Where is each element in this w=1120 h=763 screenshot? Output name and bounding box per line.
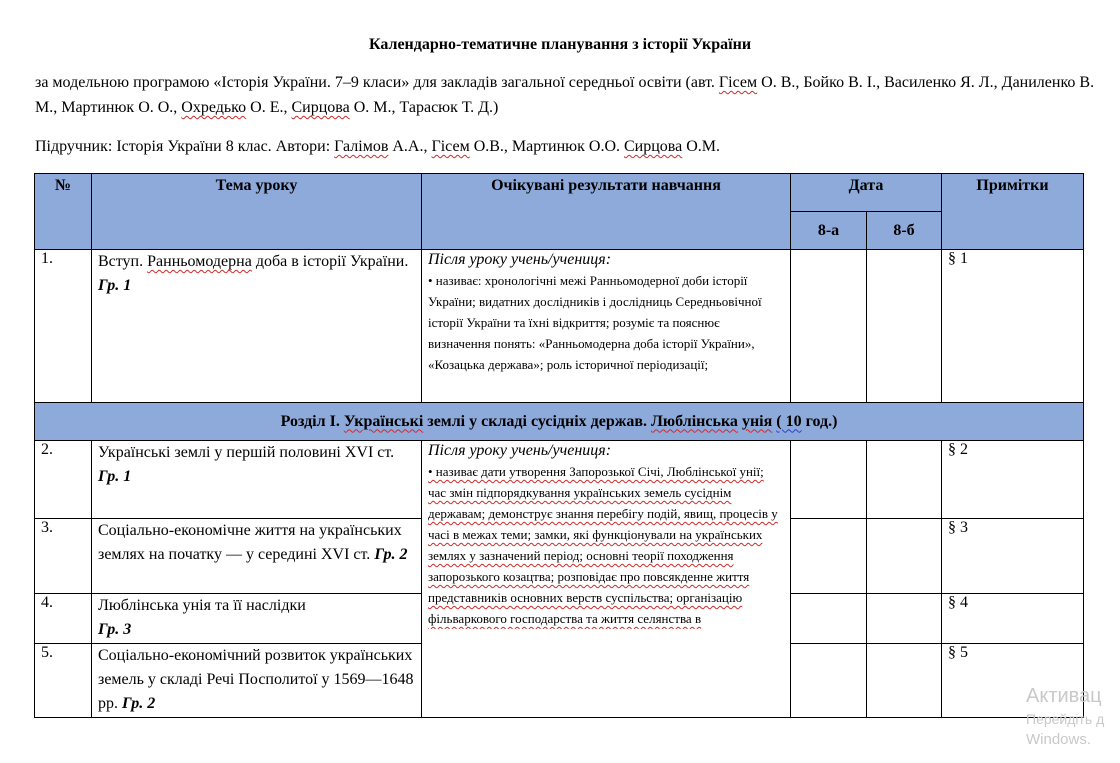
date-8a-cell bbox=[791, 594, 867, 644]
row-number: 5. bbox=[35, 644, 92, 718]
date-8a-cell bbox=[791, 441, 867, 519]
row-number: 2. bbox=[35, 441, 92, 519]
results-heading: Після уроку учень/учениця: bbox=[428, 251, 612, 268]
lesson-topic: Соціально-економічний розвиток українських земель у складі Речі Посполитої у 1569—1648 рр. Гр. 2 bbox=[92, 644, 422, 718]
learning-results bbox=[422, 250, 791, 403]
date-8b-cell bbox=[867, 594, 942, 644]
date-8b-cell bbox=[867, 519, 942, 594]
date-8b-cell bbox=[867, 250, 942, 403]
header-date-8b: 8-б bbox=[867, 212, 942, 250]
results-text: • називає дати утворення Запорозької Січі, Люблінської унії; час змін підпорядкування українських земель сусіднім державам; демонструє знання перебігу подій, явищ, процесів у часі в межах теми; замки, які функціонували на українських землях у зазначений період; основні теорії походження запорозького козацтва; розповідає про повсякденне життя представників основних верств суспільства; організацію фільваркового господарства та життя селянства в bbox=[428, 464, 778, 626]
header-date: Дата bbox=[791, 174, 942, 212]
section-row bbox=[35, 403, 1084, 441]
results-heading: Після уроку учень/учениця: bbox=[428, 442, 612, 459]
lesson-topic: Люблінська унія та її наслідки Гр. 3 bbox=[92, 594, 422, 644]
row-number: 1. bbox=[35, 250, 92, 403]
note-cell: § 5 bbox=[942, 644, 1084, 718]
document-title: Календарно-тематичне планування з історії України bbox=[368, 36, 752, 53]
header-results: Очікувані результати навчання bbox=[422, 174, 791, 250]
header-notes: Примітки bbox=[942, 174, 1084, 250]
planning-table bbox=[34, 173, 1084, 718]
group-label: Гр. 1 bbox=[98, 468, 132, 485]
lesson-topic: Вступ. Ранньомодерна доба в історії України. Гр. 1 bbox=[92, 250, 422, 403]
section-title: Розділ I. Українські землі у складі сусідніх держав. Люблінська унія ( 10 год.) bbox=[35, 403, 1084, 441]
table-row bbox=[35, 441, 1084, 519]
date-8a-cell bbox=[791, 644, 867, 718]
note-cell: § 1 bbox=[942, 250, 1084, 403]
group-label: Гр. 2 bbox=[374, 546, 408, 563]
group-label: Гр. 3 bbox=[98, 621, 132, 638]
note-cell: § 2 bbox=[942, 441, 1084, 519]
header-num: № bbox=[35, 174, 92, 250]
header-topic: Тема уроку bbox=[92, 174, 422, 250]
note-cell: § 3 bbox=[942, 519, 1084, 594]
table-header-row bbox=[35, 174, 1084, 212]
learning-results bbox=[422, 441, 791, 718]
group-label: Гр. 1 bbox=[98, 277, 132, 294]
date-8a-cell bbox=[791, 250, 867, 403]
row-number: 4. bbox=[35, 594, 92, 644]
results-text: • називає: хронологічні межі Ранньомодерної доби історії України; видатних дослідників і дослідниць Середньовічної історії України та їхні відкриття; розуміє та пояснює визначення понять: «Ранньомодерна доба історії України», «Козацька держава»; роль історичної періодизації; bbox=[428, 273, 762, 372]
table-row bbox=[35, 250, 1084, 403]
group-label: Гр. 2 bbox=[122, 695, 156, 712]
date-8a-cell bbox=[791, 519, 867, 594]
note-cell: § 4 bbox=[942, 594, 1084, 644]
date-8b-cell bbox=[867, 441, 942, 519]
row-number: 3. bbox=[35, 519, 92, 594]
textbook-info: Підручник: Історія України 8 клас. Автори: Галімов А.А., Гісем О.В., Мартинюк О.О. Сирцова О.М. bbox=[35, 138, 721, 155]
program-description: за модельною програмою «Історія України. 7–9 класи» для закладів загальної середньої освіти (авт. Гісем О. В., Бойко В. І., Василенко Я. Л., Даниленко В. М., Мартинюк О. О., Охредько О. Е., Сирцова О. М., Тарасюк Т. Д.) bbox=[35, 74, 1095, 116]
lesson-topic: Українські землі у першій половині XVI ст. Гр. 1 bbox=[92, 441, 422, 519]
date-8b-cell bbox=[867, 644, 942, 718]
windows-activation-watermark: Активац Перейдіть д Windows. bbox=[1026, 685, 1105, 748]
header-date-8a: 8-а bbox=[791, 212, 867, 250]
lesson-topic: Соціально-економічне життя на українських землях на початку — у середині XVI ст. Гр. 2 bbox=[92, 519, 422, 594]
